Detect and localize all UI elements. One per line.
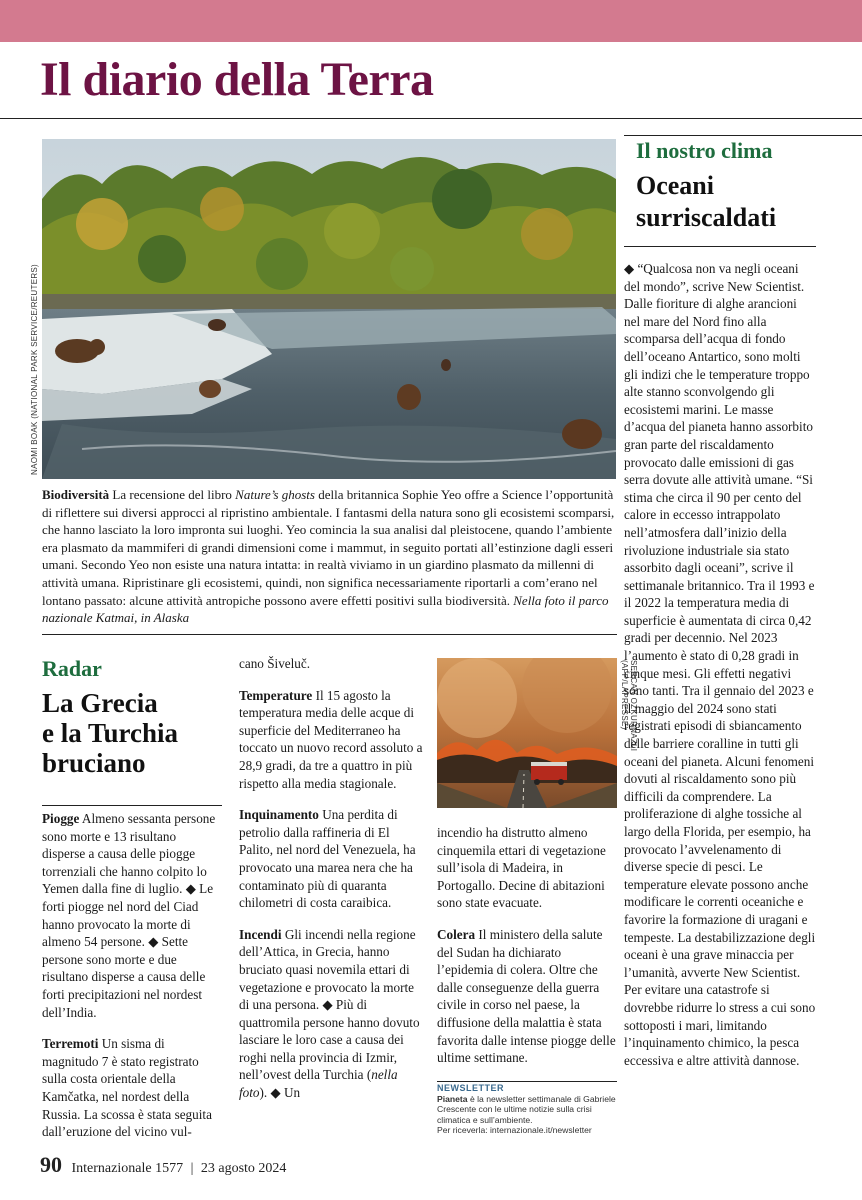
- radar-headline-line-1: La Grecia: [42, 688, 158, 718]
- news-temperature-title: Temperature: [239, 687, 313, 703]
- caption-note: Nella foto il parco nazionale Katmai, in Alaska: [42, 592, 609, 626]
- news-temperature-text: Il 15 agosto la temperatura media delle acque di superficie del Mediterraneo ha toccato un nuovo record assoluto a 28,9 gradi, da tre a quattro in più rispetto alla media stagionale.: [239, 687, 423, 791]
- page-footer: [40, 1152, 286, 1178]
- news-piogge-text: Almeno sessanta persone sono morte e 13 risultano disperse a causa delle piogge torrenziali che hanno colpito lo Yemen dalla fine di luglio. ◆ Le forti piogge nel nord del Ciad hanno provocato la morte di almeno 54 persone. ◆ Sette persone sono morte e due risultano disperse a causa delle forti precipitazioni nel nordest dell’India.: [42, 811, 216, 1020]
- news-colera-title: Colera: [437, 926, 476, 942]
- top-color-bar: [0, 0, 862, 42]
- radar-headline-line-2: e la Turchia: [42, 718, 179, 748]
- newsletter-text: è la newsletter settimanale di Gabriele Crescente con le ultime notizie sulla crisi climatica e sull’ambiente.: [437, 1093, 616, 1125]
- newsletter-name: Pianeta: [437, 1093, 468, 1104]
- sidebar-divider: [624, 246, 816, 247]
- fire-photo: [437, 658, 617, 808]
- sidebar-body-column: [624, 260, 816, 1069]
- news-colera: [437, 926, 617, 1067]
- news-incendi-title: Incendi: [239, 926, 282, 942]
- news-incendi-text-a: Gli incendi nella regione dell’Attica, in Grecia, hanno bruciato quasi novemila ettari di vegetazione e provocato la morte di una persona. ◆ Più di quattromila persone hanno dovuto lasciare le loro case a causa dei roghi nella provincia di Izmir, nell’ovest della Turchia (: [239, 926, 420, 1083]
- news-inquinamento: [239, 806, 423, 912]
- news-terremoti-title: Terremoti: [42, 1036, 99, 1052]
- news-colera-text: Il ministero della salute del Sudan ha dichiarato l’epidemia di colera. Oltre che dalle conseguenze della guerra civile in corso nel paese, la diffusione della malattia è stata favorita dalle intense piogge delle ultime settimane.: [437, 926, 616, 1066]
- newsletter-subscribe[interactable]: Per riceverla: internazionale.it/newsletter: [437, 1125, 592, 1135]
- newsletter-description: [437, 1094, 617, 1126]
- title-divider: [0, 118, 862, 119]
- news-inquinamento-text: Una perdita di petrolio dalla raffineria di El Palito, nel nord del Venezuela, ha provocato una marea nera che ha contaminato più di quaranta chilometri di costa caraibica.: [239, 807, 416, 911]
- caption-title: Biodiversità: [42, 487, 110, 502]
- sidebar-top-rule: [624, 135, 862, 136]
- sidebar-headline: [636, 170, 816, 234]
- radar-column-3: [437, 824, 617, 1081]
- newsletter-tag: NEWSLETTER: [437, 1083, 504, 1093]
- newsletter-rule: [437, 1081, 617, 1082]
- news-incendi-text-b: ). ◆ Un: [259, 1085, 301, 1101]
- sidebar-body: ◆ “Qualcosa non va negli oceani del mondo”, scrive New Scientist. Dalle fioriture di alghe arancioni nel mare del Nord fino alla scomparsa dell’acqua di fondo dell’oceano Antartico, sono molti gli indizi che le temperature troppo alte stanno sconvolgendo gli ecosistemi marini. Le masse d’acqua del pianeta hanno assorbito gran parte del riscaldamento provocato dalle emissioni di gas serra dovute alle attività umane. “Si stima che circa il 90 per cento del calore in eccesso intrappolato nell’atmosfera dall’inizio della rivoluzione industriale sia stato assorbito dagli oceani”, scrive il settimanale britannico. Tra il 1993 e il 2022 la temperatura media di superficie è aumentata di circa 0,42 gradi per decennio. Nel 2023 l’aumento è stato di 0,28 gradi in cinque mesi. Gli effetti negativi sono tanti. Tra il gennaio del 2023 e il maggio del 2024 sono stati registrati episodi di sbiancamento delle barriere coralline in tutti gli oceani del pianeta. Alcuni fenomeni dovuti al riscaldamento sono più difficili da comprendere. La proliferazione di alghe tossiche al largo della Florida, per esempio, ha provocato l’avvelenamento di diverse specie di pesci. Le temperature elevate possono anche modificare le correnti oceaniche e favorire la formazione di uragani e tempeste. La destabilizzazione degli oceani è una grave minaccia per l’umanità, avverte New Scientist. Per evitare una catastrofe si dovrebbe ridurre lo stress a cui sono sottoposti i mari, limitando l’inquinamento chimico, la pesca eccessiva e altre attività dannose.: [624, 261, 816, 1068]
- news-terremoti: [42, 1035, 222, 1141]
- footer-magazine: Internazionale 1577: [71, 1161, 184, 1176]
- photo-credit: NAOMI BOAK (NATIONAL PARK SERVICE/REUTERS): [30, 263, 39, 475]
- news-piogge: [42, 810, 222, 1021]
- news-inquinamento-title: Inquinamento: [239, 807, 319, 823]
- caption-text-a: La recensione del libro: [109, 487, 236, 502]
- radar-kicker: Radar: [42, 656, 102, 681]
- news-incendi-cont: incendio ha distrutto almeno cinquemila ettari di vegetazione sull’isola di Madeira, in Portogallo. Decine di abitazioni sono state evacuate.: [437, 825, 606, 911]
- news-terremoti-text: Un sisma di magnitudo 7 è stato registrato sulla costa orientale della Kamčatka, nel nordest della Russia. La scossa è stata seguita dall’eruzione del vicino vul-: [42, 1036, 212, 1140]
- news-terremoti-cont: cano Šiveluč.: [239, 656, 311, 671]
- radar-headline-rule: [42, 805, 222, 806]
- page-number: 90: [40, 1152, 62, 1177]
- newsletter-box: [437, 1083, 617, 1136]
- news-piogge-title: Piogge: [42, 811, 80, 826]
- photo-caption: [42, 486, 617, 627]
- radar-headline-line-3: bruciano: [42, 748, 146, 778]
- radar-column-1: [42, 656, 222, 1155]
- news-temperature: [239, 687, 423, 793]
- sidebar-headline-line-2: surriscaldati: [636, 203, 777, 232]
- sidebar-climate: [636, 138, 816, 234]
- sidebar-kicker: Il nostro clima: [636, 138, 773, 163]
- section-divider: [42, 634, 617, 635]
- main-photo-bears-river: [42, 139, 616, 479]
- radar-headline: [42, 688, 222, 778]
- news-incendi: [239, 926, 423, 1102]
- caption-text-b: della britannica Sophie Yeo offre a Science l’opportunità di riflettere sui diversi approcci al ripristino ambientale. I fantasmi della natura sono gli ecosistemi scomparsi, che hanno lasciato la loro impronta sui luoghi. Yeo comincia la sua analisi dal pleistocene, quando l’ambiente era plasmato da mammiferi di grandi dimensioni come i mammut, in seguito portati all’estinzione dagli esseri umani. Secondo Yeo non esiste una natura intatta: in realtà viviamo in un giardino plasmato da millenni di attività umana. Ripristinare gli ecosistemi, quindi, non significa necessariamente riportarli a com’erano nel lontano passato: alcune attività antropiche possono avere effetti positivi sulla biodiversità.: [42, 487, 615, 608]
- caption-book-title: Nature’s ghosts: [235, 487, 315, 502]
- sidebar-headline-line-1: Oceani: [636, 171, 714, 200]
- footer-separator: |: [190, 1161, 194, 1176]
- news-incendi-note: nella foto: [239, 1067, 398, 1101]
- radar-column-2: [239, 655, 423, 1116]
- fire-photo-credit: SERCAN OZKURNAZLI (AFP/LAPRESSE): [620, 660, 638, 752]
- footer-date: 23 agosto 2024: [200, 1161, 287, 1176]
- page-title: Il diario della Terra: [40, 53, 434, 106]
